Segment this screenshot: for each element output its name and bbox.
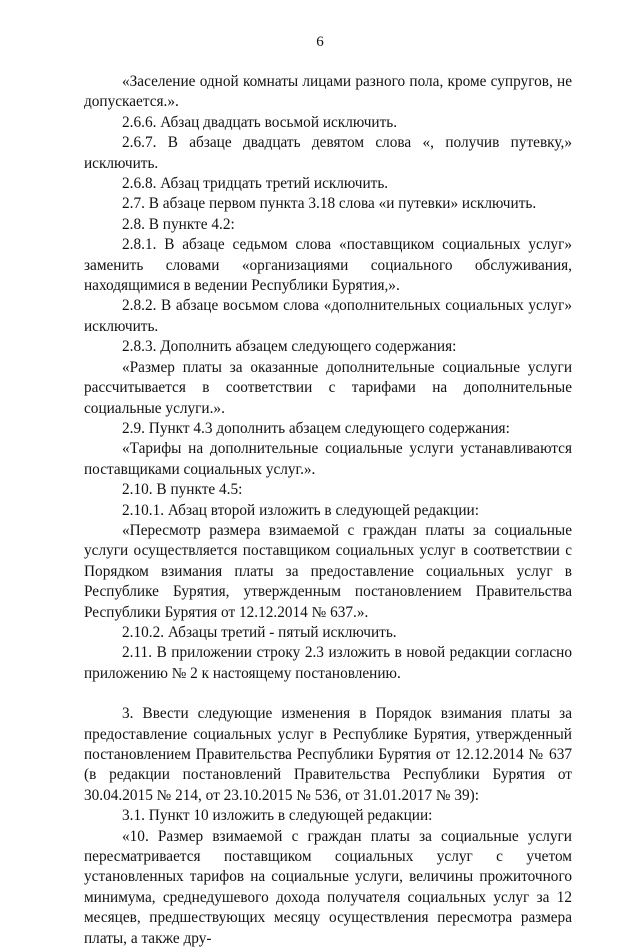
paragraph: 2.6.7. В абзаце двадцать девятом слова «, получив путевку,» исключить. [84, 134, 572, 172]
document-body [84, 72, 572, 949]
paragraph: 2.10.1. Абзац второй изложить в следующей редакции: [122, 501, 479, 519]
paragraph: 2.10. В пункте 4.5: [122, 481, 243, 499]
paragraph: 2.7. В абзаце первом пункта 3.18 слова «и путевки» исключить. [122, 195, 537, 213]
paragraph: 3. Ввести следующие изменения в Порядок взимания платы за предоставление социальных услуг в Республике Бурятия, утвержденный постановлением Правительства Республики Бурятия от 12.12.2014 № 637 (в редакции постановлений Правительства Республики Бурятия от 30.04.2015 № 214, от 23.10.2015 № 536, от 31.01.2017 № 39): [84, 705, 572, 804]
paragraph: «Тарифы на дополнительные социальные услуги устанавливаются поставщиками социальных услуг.». [84, 440, 572, 478]
paragraph: 2.8.1. В абзаце седьмом слова «поставщиком социальных услуг» заменить словами «организациями социального обслуживания, находящимися в ведении Республики Бурятия,». [84, 236, 572, 295]
paragraph: «Заселение одной комнаты лицами разного пола, кроме супругов, не допускается.». [84, 73, 572, 111]
paragraph: «Размер платы за оказанные дополнительные социальные услуги рассчитывается в соответствии с тарифами на дополнительные социальные услуги.». [84, 358, 572, 417]
paragraph: 2.9. Пункт 4.3 дополнить абзацем следующего содержания: [122, 419, 510, 437]
paragraph: «10. Размер взимаемой с граждан платы за социальные услуги пересматривается поставщиком социальных услуг с учетом установленных тарифов на социальные услуги, величины прожиточного минимума, среднедушевого дохода получателя социальных услуг за 12 месяцев, предшествующих месяцу осуществления пересмотра размера платы, а также дру- [84, 827, 572, 947]
paragraph: 2.8.3. Дополнить абзацем следующего содержания: [122, 338, 457, 356]
paragraph: 2.6.8. Абзац тридцать третий исключить. [122, 175, 389, 193]
paragraph: 2.10.2. Абзацы третий - пятый исключить. [122, 623, 397, 641]
paragraph: 2.6.6. Абзац двадцать восьмой исключить. [122, 113, 398, 131]
paragraph: 3.1. Пункт 10 изложить в следующей редакции: [122, 807, 433, 825]
paragraph: «Пересмотр размера взимаемой с граждан платы за социальные услуги осуществляется поставщиком социальных услуг в соответствии с Порядком взимания платы за предоставление социальных услуг в Республике Бурятия, утвержденным постановлением Правительства Республики Бурятия от 12.12.2014 № 637.». [84, 521, 572, 621]
paragraph: 2.8. В пункте 4.2: [122, 215, 235, 233]
page-number: 6 [316, 34, 324, 50]
paragraph: 2.11. В приложении строку 2.3 изложить в новой редакции согласно приложению № 2 к настоящему постановлению. [84, 644, 572, 682]
paragraph: 2.8.2. В абзаце восьмом слова «дополнительных социальных услуг» исключить. [84, 297, 572, 335]
